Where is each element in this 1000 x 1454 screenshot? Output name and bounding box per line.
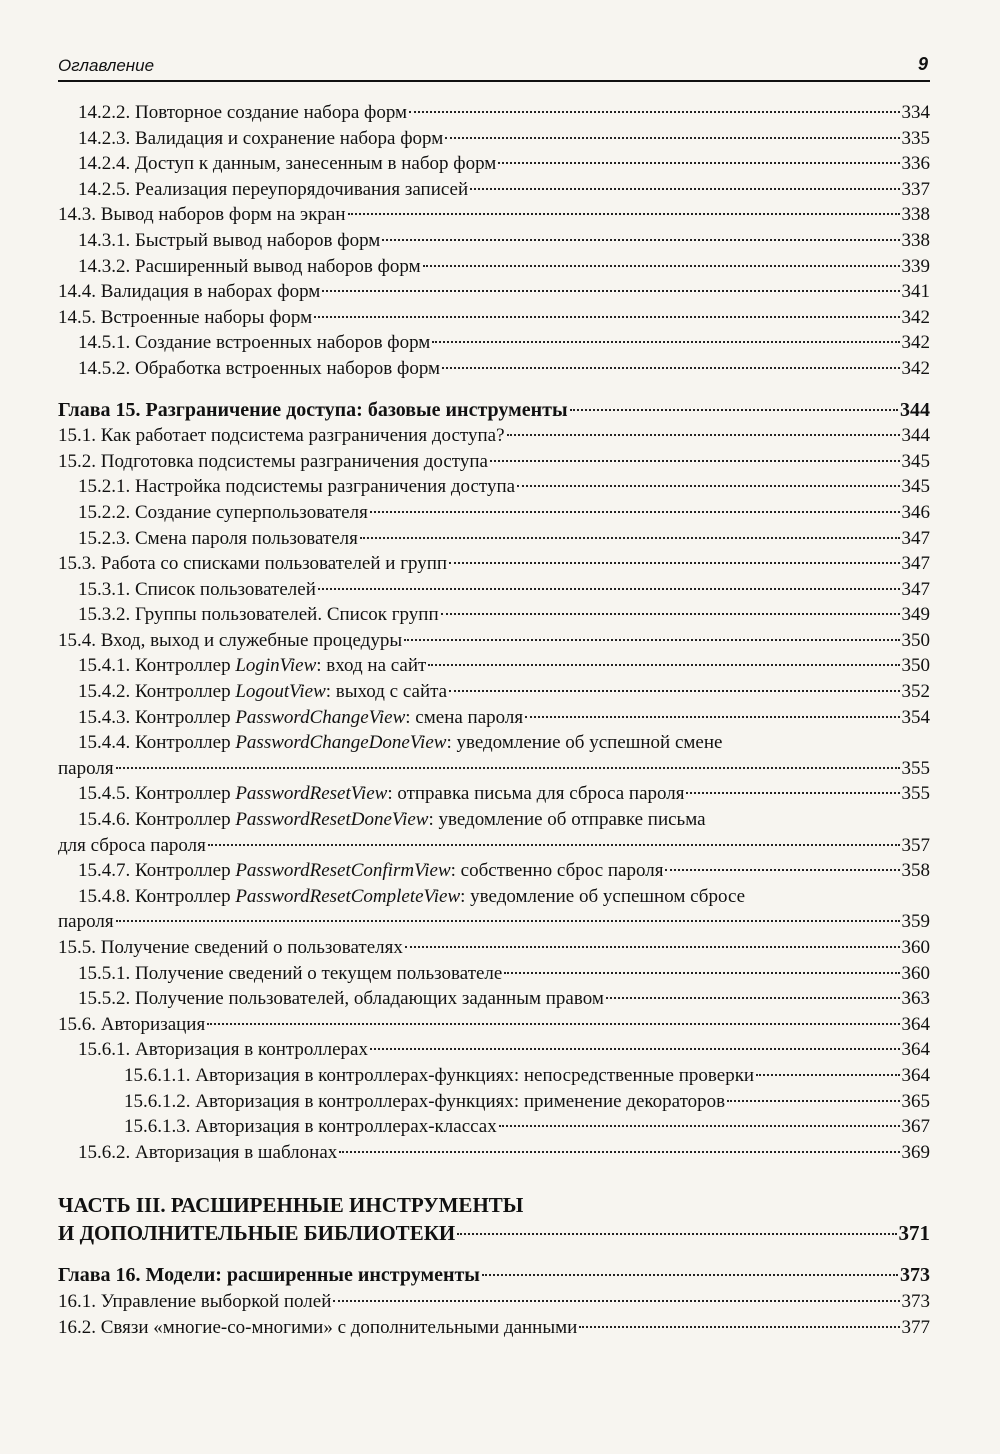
toc-entry-page: 349	[901, 604, 930, 626]
leader-dots	[382, 239, 899, 241]
toc-entry-title: 15.3.1. Список пользователей	[78, 578, 316, 600]
leader-dots	[442, 367, 899, 369]
chapter-title: Глава 16. Модели: расширенные инструменты	[58, 1264, 480, 1287]
toc-entry-title: 15.6.1.2. Авторизация в контроллерах-функциях: применение декораторов	[124, 1090, 726, 1112]
toc-entry-page: 367	[901, 1116, 930, 1138]
leader-dots	[409, 111, 899, 113]
toc-entry-continuation	[58, 833, 930, 859]
toc-entry-page: 364	[901, 1013, 930, 1035]
toc-entry-first-line: 15.4.8. Контроллер PasswordResetCompleteView: уведомление об успешном сбросе	[78, 885, 746, 907]
leader-dots	[208, 844, 900, 846]
leader-dots	[360, 537, 900, 539]
leader-dots	[370, 1048, 900, 1050]
toc-entry	[58, 653, 930, 679]
toc-entry-page: 347	[901, 527, 930, 549]
toc-entry-title: 15.4. Вход, выход и служебные процедуры	[58, 629, 403, 651]
toc-entry-title: 15.2.1. Настройка подсистемы разграничения доступа	[78, 476, 516, 498]
toc-entry	[58, 228, 930, 254]
controller-name: LoginView	[235, 655, 317, 677]
toc-part	[58, 1219, 930, 1247]
controller-name: PasswordChangeDoneView	[235, 732, 447, 754]
toc-entry	[58, 500, 930, 526]
running-header	[58, 52, 930, 82]
toc-entry-title: 15.4.3. Контроллер PasswordChangeView: смена пароля	[78, 706, 524, 728]
toc-entry-title: пароля	[58, 757, 114, 779]
toc-entry-page: 342	[901, 357, 930, 379]
toc-entry	[58, 935, 930, 961]
toc-entry-page: 347	[901, 578, 930, 600]
leader-dots	[207, 1023, 899, 1025]
leader-dots	[318, 588, 900, 590]
toc-entry	[58, 679, 930, 705]
toc-entry-title: 14.5.1. Создание встроенных наборов форм	[78, 332, 431, 354]
leader-dots	[507, 434, 900, 436]
toc-entry-title: 14.5.2. Обработка встроенных наборов форм	[78, 357, 441, 379]
controller-name: PasswordResetConfirmView	[235, 860, 451, 882]
leader-dots	[432, 341, 899, 343]
leader-dots	[116, 920, 900, 922]
toc-entry-title: 15.4.1. Контроллер LoginView: вход на сайт	[78, 655, 427, 677]
leader-dots	[570, 409, 898, 411]
toc-entry-page: 345	[901, 450, 930, 472]
toc-entry	[58, 279, 930, 305]
toc-entry-title: 14.2.5. Реализация переупорядочивания записей	[78, 178, 469, 200]
leader-dots	[428, 664, 899, 666]
leader-dots	[449, 690, 899, 692]
leader-dots	[116, 767, 900, 769]
toc-entry	[58, 1114, 930, 1140]
toc-entry-page: 357	[901, 834, 930, 856]
controller-name: PasswordResetCompleteView	[235, 885, 461, 907]
toc-entry-page: 358	[901, 860, 930, 882]
toc-entry-page: 359	[901, 911, 930, 933]
toc-entry-title: 16.1. Управление выборкой полей	[58, 1290, 332, 1312]
controller-name: PasswordResetDoneView	[235, 809, 429, 831]
toc-entry	[58, 1012, 930, 1038]
toc-entry	[58, 1089, 930, 1115]
toc-entry-title: 15.5.2. Получение пользователей, обладающих заданным правом	[78, 988, 604, 1010]
leader-dots	[370, 511, 900, 513]
leader-dots	[499, 1125, 900, 1127]
toc-entry-page: 345	[901, 476, 930, 498]
controller-name: PasswordChangeView	[235, 706, 406, 728]
leader-dots	[606, 997, 900, 999]
toc-chapter	[58, 398, 930, 424]
toc-entry-title: 15.5. Получение сведений о пользователях	[58, 937, 403, 958]
toc-entry	[58, 126, 930, 152]
toc-entry	[58, 1037, 930, 1063]
toc-entry	[58, 781, 930, 807]
running-title: Оглавление	[58, 56, 155, 75]
toc-entry-title: 15.4.7. Контроллер PasswordResetConfirmView: собственно сброс пароля	[78, 860, 664, 882]
toc-entry-page: 336	[901, 153, 930, 175]
toc-entry-title: 14.2.4. Доступ к данным, занесенным в набор форм	[78, 153, 497, 175]
toc-entry-title: 15.6.2. Авторизация в шаблонах	[78, 1141, 338, 1163]
leader-dots	[404, 639, 899, 641]
toc-entry-title: 15.2.2. Создание суперпользователя	[78, 501, 368, 523]
toc-chapter	[58, 1263, 930, 1289]
leader-dots	[756, 1074, 899, 1076]
toc-entry	[58, 449, 930, 475]
toc-entry-title: пароля	[58, 911, 114, 933]
part-page: 371	[898, 1221, 930, 1246]
leader-dots	[333, 1300, 899, 1302]
toc-entry	[58, 628, 930, 654]
toc-entry	[58, 551, 930, 577]
toc-entry-page: 354	[901, 706, 930, 728]
toc-entry-page: 365	[901, 1090, 930, 1112]
toc-entry-title: 14.3.1. Быстрый вывод наборов форм	[78, 229, 381, 251]
toc-entry-page: 334	[901, 102, 930, 123]
leader-dots	[457, 1233, 896, 1235]
toc-entry	[58, 1315, 930, 1341]
leader-dots	[314, 316, 899, 318]
leader-dots	[339, 1151, 899, 1153]
part-title-continuation: И ДОПОЛНИТЕЛЬНЫЕ БИБЛИОТЕКИ	[58, 1221, 456, 1246]
toc-entry	[58, 577, 930, 603]
toc-entry	[58, 305, 930, 331]
toc-entry-title: 15.6. Авторизация	[58, 1013, 206, 1035]
toc-entry-title: 14.2.2. Повторное создание набора форм	[78, 102, 408, 123]
leader-dots	[449, 562, 899, 564]
leader-dots	[665, 869, 899, 871]
toc-entry	[58, 705, 930, 731]
controller-name: PasswordResetView	[235, 783, 388, 805]
leader-dots	[504, 972, 899, 974]
leader-dots	[482, 1274, 898, 1276]
leader-dots	[322, 290, 899, 292]
toc-entry-page: 364	[901, 1039, 930, 1061]
toc-entry	[58, 177, 930, 203]
toc-entry	[58, 151, 930, 177]
toc-entry-title: 16.2. Связи «многие-со-многими» с дополнительными данными	[58, 1316, 578, 1338]
toc-entry-page: 339	[901, 255, 930, 277]
leader-dots	[423, 265, 900, 267]
toc-entry-page: 342	[901, 306, 930, 328]
toc-entry-title: 15.4.2. Контроллер LogoutView: выход с сайта	[78, 681, 448, 703]
toc-entry-title: 15.3. Работа со списками пользователей и групп	[58, 553, 448, 575]
table-of-contents	[58, 100, 930, 1340]
toc-entry-page: 352	[901, 681, 930, 703]
part-title: ЧАСТЬ III. РАСШИРЕННЫЕ ИНСТРУМЕНТЫ	[58, 1193, 524, 1218]
leader-dots	[441, 613, 900, 615]
toc-entry-page: 363	[901, 988, 930, 1010]
toc-entry	[58, 1289, 930, 1315]
toc-entry-page: 350	[901, 655, 930, 677]
page-number: 9	[917, 54, 928, 74]
toc-entry-title: 15.1. Как работает подсистема разграничения доступа?	[58, 425, 505, 447]
toc-entry-page: 373	[901, 1290, 930, 1312]
toc-entry-page: 377	[901, 1316, 930, 1338]
leader-dots	[490, 460, 900, 462]
toc-entry-page: 337	[901, 178, 930, 200]
toc-entry-page: 369	[901, 1141, 930, 1163]
leader-dots	[445, 137, 899, 139]
toc-entry-continuation	[58, 756, 930, 782]
toc-entry	[58, 1140, 930, 1166]
toc-entry-title: 15.5.1. Получение сведений о текущем пользователе	[78, 962, 503, 984]
toc-entry-title: 14.3. Вывод наборов форм на экран	[58, 204, 346, 226]
toc-entry-title: 15.6.1. Авторизация в контроллерах	[78, 1039, 368, 1061]
toc-entry-page: 360	[901, 962, 930, 984]
leader-dots	[579, 1326, 899, 1328]
toc-entry-page: 338	[901, 204, 930, 226]
toc-entry-page: 355	[901, 757, 930, 779]
toc-entry	[58, 1063, 930, 1089]
toc-entry-page: 355	[901, 783, 930, 805]
toc-entry	[58, 254, 930, 280]
toc-entry-page: 344	[901, 425, 930, 447]
toc-entry-continuation	[58, 909, 930, 935]
controller-name: LogoutView	[235, 681, 326, 703]
toc-entry-title: 14.4. Валидация в наборах форм	[58, 281, 321, 303]
toc-entry-page: 350	[901, 629, 930, 651]
toc-entry	[58, 356, 930, 382]
toc-entry	[58, 858, 930, 884]
toc-entry-page: 335	[901, 127, 930, 149]
leader-dots	[686, 792, 899, 794]
toc-entry	[58, 202, 930, 228]
toc-entry-title: 15.6.1.1. Авторизация в контроллерах-функциях: непосредственные проверки	[124, 1064, 755, 1086]
toc-entry-page: 347	[901, 553, 930, 575]
toc-entry-page: 342	[901, 332, 930, 354]
chapter-title: Глава 15. Разграничение доступа: базовые инструменты	[58, 398, 568, 421]
toc-entry-title: 15.3.2. Группы пользователей. Список групп	[78, 604, 439, 626]
leader-dots	[517, 485, 899, 487]
toc-entry-page: 364	[901, 1064, 930, 1086]
toc-entry-page: 360	[901, 937, 930, 958]
toc-entry-title: 14.3.2. Расширенный вывод наборов форм	[78, 255, 421, 277]
toc-entry-first-line: 15.4.4. Контроллер PasswordChangeDoneView: уведомление об успешной смене	[78, 732, 723, 754]
leader-dots	[727, 1100, 899, 1102]
leader-dots	[525, 716, 899, 718]
leader-dots	[470, 188, 899, 190]
toc-entry	[58, 474, 930, 500]
toc-entry-page: 338	[901, 229, 930, 251]
toc-entry-title: 15.2. Подготовка подсистемы разграничения доступа	[58, 450, 488, 472]
toc-entry-first-line: 15.4.6. Контроллер PasswordResetDoneView: уведомление об отправке письма	[78, 809, 706, 831]
toc-entry-title: 15.4.5. Контроллер PasswordResetView: отправка письма для сброса пароля	[78, 783, 685, 805]
toc-entry-title: для сброса пароля	[58, 834, 206, 856]
toc-entry	[58, 423, 930, 449]
leader-dots	[498, 162, 899, 164]
chapter-page: 344	[900, 398, 930, 421]
toc-entry	[58, 330, 930, 356]
toc-entry-title: 14.5. Встроенные наборы форм	[58, 306, 313, 328]
toc-entry	[58, 100, 930, 126]
toc-entry	[58, 986, 930, 1012]
toc-entry-title: 15.6.1.3. Авторизация в контроллерах-классах	[124, 1116, 497, 1138]
toc-entry-page: 346	[901, 501, 930, 523]
toc-entry	[58, 961, 930, 987]
chapter-page: 373	[900, 1264, 930, 1287]
toc-entry-title: 15.2.3. Смена пароля пользователя	[78, 527, 358, 549]
toc-entry-title: 14.2.3. Валидация и сохранение набора форм	[78, 127, 444, 149]
leader-dots	[405, 946, 900, 948]
toc-entry	[58, 602, 930, 628]
toc-entry	[58, 526, 930, 552]
toc-entry-page: 341	[901, 281, 930, 303]
leader-dots	[348, 213, 900, 215]
